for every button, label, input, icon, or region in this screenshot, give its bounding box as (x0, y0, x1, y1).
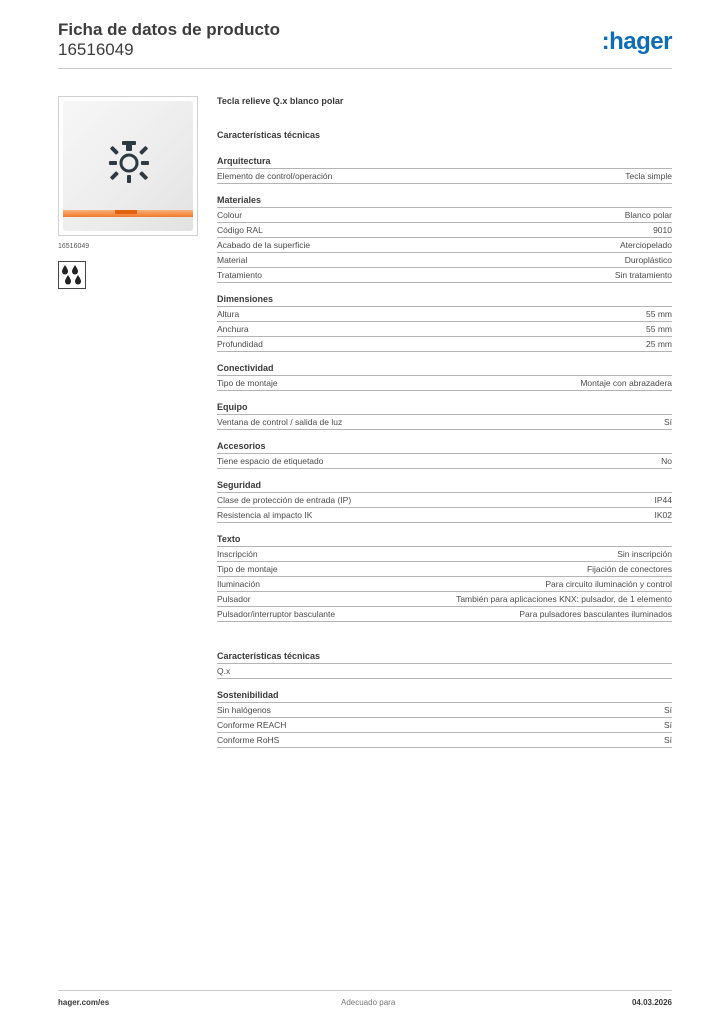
footer-divider (58, 990, 672, 991)
spec-row (217, 253, 672, 268)
spec-label: Altura (217, 309, 240, 319)
page-header (58, 20, 672, 70)
section-title: Materiales (217, 193, 672, 208)
spec-value: Fijación de conectores (586, 564, 672, 574)
spec-row (217, 223, 672, 238)
section-title: Sostenibilidad (217, 688, 672, 703)
sustainability-section (217, 688, 672, 748)
spec-value: Duroplástico (624, 255, 672, 265)
spec-label: Profundidad (217, 339, 263, 349)
spec-label: Tratamiento (217, 270, 263, 280)
spec-section (217, 361, 672, 391)
tech-section (217, 649, 672, 679)
spec-label: Iluminación (217, 579, 260, 589)
spec-value: Sin tratamiento (614, 270, 672, 280)
section-title: Texto (217, 532, 672, 547)
section-title: Conectividad (217, 361, 672, 376)
footer-middle: Adecuado para (341, 998, 396, 1007)
spec-value: 25 mm (646, 339, 672, 349)
spec-row (217, 169, 672, 184)
product-name: Tecla relieve Q.x blanco polar (217, 96, 344, 106)
spec-section (217, 478, 672, 523)
spec-label: Elemento de control/operación (217, 171, 333, 181)
spec-label: Tiene espacio de etiquetado (217, 456, 324, 466)
spec-section (217, 649, 672, 679)
spec-section (217, 400, 672, 430)
spec-row (217, 376, 672, 391)
spec-row (217, 508, 672, 523)
spec-value: Montaje con abrazadera (580, 378, 672, 388)
spec-value: Sí (663, 705, 672, 715)
spec-row (217, 718, 672, 733)
water-drops-ip44-icon (58, 261, 86, 289)
product-number: 16516049 (58, 40, 134, 59)
spec-row (217, 268, 672, 283)
spec-row (217, 493, 672, 508)
spec-section (217, 439, 672, 469)
spec-label: Ventana de control / salida de luz (217, 417, 343, 427)
spec-row (217, 733, 672, 748)
product-image (58, 96, 198, 236)
spec-row (217, 592, 672, 607)
spec-label: Anchura (217, 324, 249, 334)
spec-label: Conforme REACH (217, 720, 287, 730)
spec-value: 55 mm (646, 324, 672, 334)
spec-row (217, 607, 672, 622)
spec-row (217, 664, 672, 679)
spec-label: Inscripción (217, 549, 258, 559)
spec-value: 9010 (653, 225, 672, 235)
strip-marker (115, 210, 137, 214)
spec-label: Material (217, 255, 248, 265)
product-code-caption: 16516049 (58, 243, 90, 250)
section-title: Equipo (217, 400, 672, 415)
spec-label: Tipo de montaje (217, 564, 278, 574)
spec-value: Blanco polar (624, 210, 672, 220)
spec-row (217, 703, 672, 718)
spec-row (217, 547, 672, 562)
spec-value: Para pulsadores basculantes iluminados (519, 609, 672, 619)
section-title: Dimensiones (217, 292, 672, 307)
page-footer (58, 998, 672, 1010)
spec-section (217, 532, 672, 622)
spec-value: Sí (663, 720, 672, 730)
spec-label: Clase de protección de entrada (IP) (217, 495, 352, 505)
spec-section (217, 193, 672, 283)
spec-row (217, 322, 672, 337)
spec-value: IP44 (654, 495, 672, 505)
spec-section (217, 688, 672, 748)
light-symbol-icon (107, 141, 151, 185)
spec-section (217, 154, 672, 184)
spec-row (217, 208, 672, 223)
spec-value: Aterciopelado (620, 240, 672, 250)
spec-label: Colour (217, 210, 243, 220)
tech-header: Características técnicas (217, 130, 321, 140)
product-face (63, 101, 193, 231)
orange-light-strip (63, 210, 193, 217)
header-divider (58, 68, 672, 69)
spec-value: También para aplicaciones KNX: pulsador, de 1 elemento (456, 594, 672, 604)
section-title: Características técnicas (217, 649, 672, 664)
spec-label: Sin halógenos (217, 705, 271, 715)
spec-label: Acabado de la superficie (217, 240, 311, 250)
spec-value: Tecla simple (625, 171, 672, 181)
footer-date: 04.03.2026 (631, 998, 672, 1007)
spec-label: Q.x (217, 666, 231, 676)
spec-value: Sin inscripción (617, 549, 672, 559)
spec-value: No (661, 456, 672, 466)
spec-row (217, 307, 672, 322)
spec-row (217, 238, 672, 253)
spec-value: Sí (663, 417, 672, 427)
spec-label: Conforme RoHS (217, 735, 280, 745)
section-gap (217, 631, 672, 649)
spec-label: Resistencia al impacto IK (217, 510, 313, 520)
spec-value: IK02 (654, 510, 672, 520)
section-title: Accesorios (217, 439, 672, 454)
section-title: Seguridad (217, 478, 672, 493)
spec-sections (217, 154, 672, 622)
spec-row (217, 454, 672, 469)
spec-label: Tipo de montaje (217, 378, 278, 388)
hager-logo: :hager (601, 28, 672, 55)
spec-label: Pulsador/interruptor basculante (217, 609, 336, 619)
spec-label: Código RAL (217, 225, 263, 235)
spec-row (217, 337, 672, 352)
spec-value: 55 mm (646, 309, 672, 319)
section-title: Arquitectura (217, 154, 672, 169)
page-title: Ficha de datos de producto (58, 20, 280, 39)
spec-label: Pulsador (217, 594, 251, 604)
spec-content (217, 96, 672, 757)
spec-value: Para circuito iluminación y control (545, 579, 672, 589)
spec-row (217, 415, 672, 430)
spec-value: Sí (663, 735, 672, 745)
spec-row (217, 577, 672, 592)
spec-section (217, 292, 672, 352)
spec-row (217, 562, 672, 577)
footer-website[interactable]: hager.com/es (58, 998, 110, 1007)
